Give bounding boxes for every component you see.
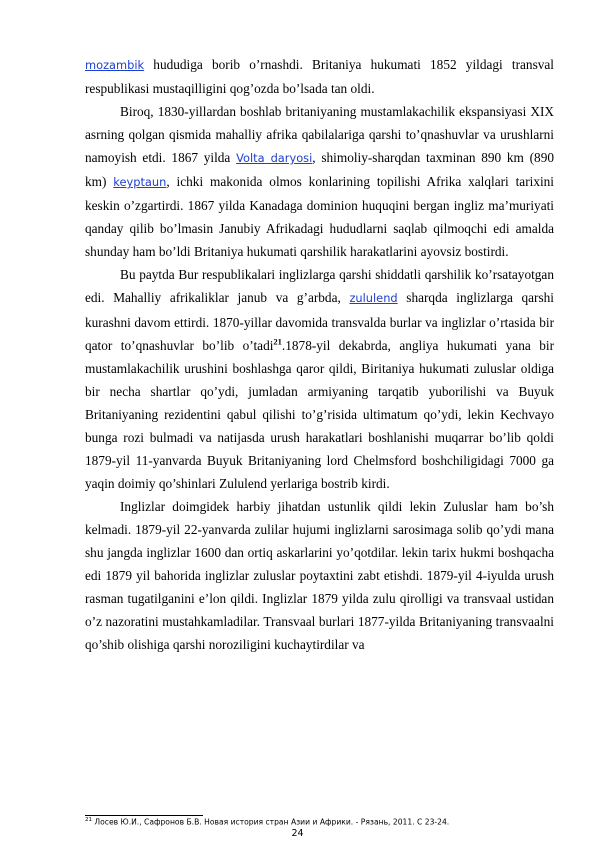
paragraph-text: , ichki makonida olmos konlarining topilishi Afrika xalqlari tarixini keskin o’zgartirdi. 1867 yilda Kanadaga dominion huquqini bergan ingliz ma’muriyati qanday qilib bo’lmasin Janubiy Afrikadagi hududlarni saqlab qilmoqchi edi amalda shunday ham bo’ldi Britaniya hukumati qarshilik harakatlarini ayovsiz bostirdi. (85, 174, 555, 260)
footnote (85, 817, 449, 827)
paragraph-text: Inglizlar doimgidek harbiy jihatdan ustunlik qildi lekin Zuluslar ham bo’sh kelmadi. 1879-yil 22-yanvarda zulilar hujumi inglizlarni sarosimaga solib qo’ydi mana shu jangda inglizlar 1600 dan ortiq askarlarini yo’qotdilar. lekin tarix hukmi boshqacha edi 1879 yil bahorida inglizlar zuluslar poytaxtini zabt etishdi. 1879-yil 4-iyulda urush rasman tugatilganini e’lon qildi. Inglizlar 1879 yilda zulu qirolligi va transvaal ustidan o’z nazoratini mustahkamladilar. Transvaal burlari 1877-yilda Britaniyaning transvaalni qo’shib olishiga qarshi noroziligini kuchaytirdilar va (85, 498, 554, 653)
paragraph (85, 495, 554, 656)
paragraph-text: Bu paytda Bur respublikalari inglizlarga qarshi shiddatli qarshilik ko’rsatayotgan edi. Mahalliy afrikaliklar janub va g’arbda, (85, 267, 554, 306)
paragraph (85, 263, 554, 494)
paragraph-text: , shimoliy-sharqdan taxminan 890 km (890 km) (85, 150, 554, 190)
footnote-number: 21 (85, 817, 92, 823)
paragraph-text: .1878-yil dekabrda, angliya hukumati yana bir mustamlakachilik urushini boshlashga qaror qildi, Biritaniya hukumati zuluslar oldiga bir necha shartlar qo’ydi, jumladan armiyaning tarqatib yuborilishi va Buyuk Britaniyaning rezidentini qabul qilishi to’g’risida ultimatum qo’ydi, lekin Kechvayo bunga rozi bulmadi va natijasda urush harakatlari boshlanishi muqarrar bo’lib qoldi 1879-yil 11-yanvarda Buyuk Britaniyaning lord Chelmsford boshchiligidagi 7000 ga yaqin doimiy qo’shinlari Zululend yerlariga bostrib kirdi. (85, 337, 554, 491)
hyperlink[interactable]: zululend (349, 291, 398, 306)
footnote-reference[interactable]: 21 (273, 336, 282, 347)
hyperlink[interactable]: Volta daryosi (236, 151, 313, 166)
footnote-separator (85, 815, 203, 816)
footnote-text: Лосев Ю.И., Сафронов Б.В. Новая история стран Азии и Африки. - Рязань, 2011. С 23-24. (92, 817, 450, 827)
paragraph-text: Biroq, 1830-yillardan boshlab britaniyaning mustamlakachilik ekspansiyasi XIX asrning qolgan qismida mahalliy afrika qabilalariga qarshi to’qnashuvlar va urushlarni namoyish etdi. 1867 yilda (85, 104, 554, 166)
paragraph (85, 100, 554, 263)
document-body (85, 53, 554, 656)
hyperlink[interactable]: keyptaun (113, 175, 167, 190)
hyperlink[interactable]: mozambik (85, 58, 145, 72)
paragraph (85, 53, 554, 100)
page-number: 24 (291, 828, 304, 839)
paragraph-text: sharqda inglizlarga qarshi kurashni davom ettirdi. 1870-yillar davomida transvalda burlar va inglizlar o’rtasida bir qator to’qnashuvlar bo’lib o’tadi (85, 290, 555, 353)
paragraph-text: hududiga borib o’rnashdi. Britaniya hukumati 1852 yildagi transval respublikasi mustaqilligini qog’ozda bo’lsada tan oldi. (85, 57, 554, 97)
